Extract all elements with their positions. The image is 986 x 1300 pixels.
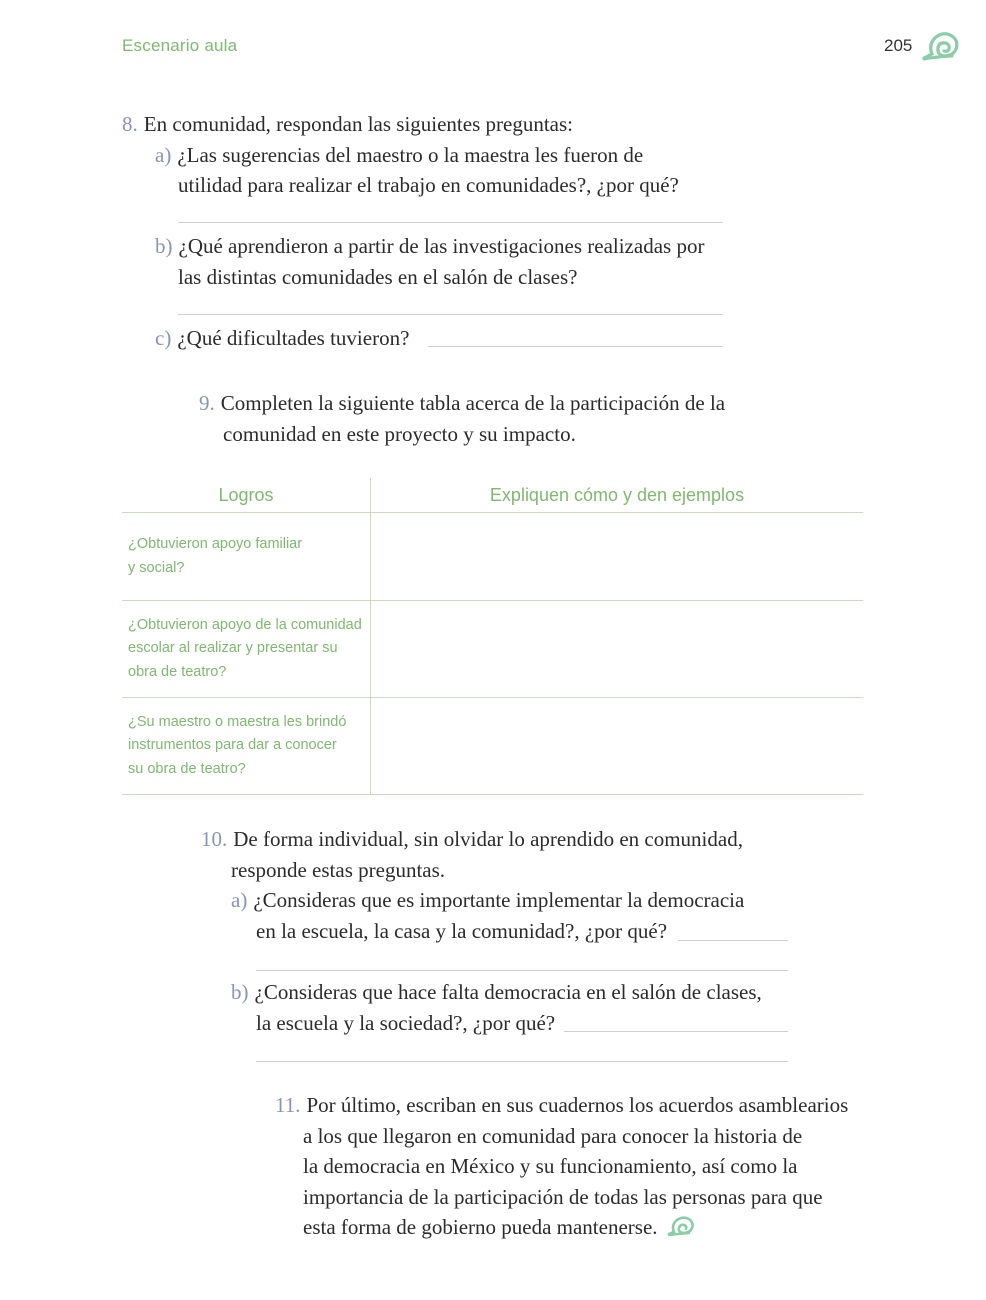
question-number: 10. (201, 827, 228, 851)
page-number: 205 (884, 36, 913, 55)
question-10 (201, 824, 743, 855)
achievements-table (122, 478, 863, 795)
snail-icon (667, 1215, 695, 1237)
item-letter: a) (155, 143, 172, 167)
answer-line[interactable] (678, 940, 788, 941)
question-8 (122, 109, 573, 140)
question-8c (155, 323, 409, 354)
item-text: ¿Qué aprendieron a partir de las investigaciones realizadas por (178, 234, 705, 258)
question-11-line: la democracia en México y su funcionamiento, así como la (303, 1154, 798, 1178)
table-row-question: ¿Obtuvieron apoyo de la comunidad escolar al realizar y presentar su obra de teatro? (122, 601, 371, 698)
question-number: 9. (199, 391, 215, 415)
question-11 (275, 1090, 848, 1121)
question-text: En comunidad, respondan las siguientes preguntas: (143, 112, 573, 136)
column-header-ejemplos: Expliquen cómo y den ejemplos (371, 478, 864, 513)
table-row-question: ¿Obtuvieron apoyo familiar y social? (122, 513, 371, 601)
answer-line[interactable] (256, 970, 788, 971)
answer-line[interactable] (178, 222, 723, 223)
question-8a-line2: utilidad para realizar el trabajo en comunidades?, ¿por qué? (178, 173, 679, 197)
table-row (122, 513, 863, 601)
table-row (122, 698, 863, 795)
item-text: ¿Consideras que hace falta democracia en el salón de clases, (254, 980, 762, 1004)
question-11-line: a los que llegaron en comunidad para conocer la historia de (303, 1124, 803, 1148)
table-answer-cell[interactable] (371, 513, 864, 601)
question-11-line: importancia de la participación de todas las personas para que (303, 1185, 823, 1209)
table-row-question: ¿Su maestro o maestra les brindó instrumentos para dar a conocer su obra de teatro? (122, 698, 371, 795)
answer-line[interactable] (564, 1031, 788, 1032)
question-8b-line2: las distintas comunidades en el salón de clases? (178, 265, 578, 289)
answer-line[interactable] (178, 314, 723, 315)
item-text: ¿Consideras que es importante implementar la democracia (253, 888, 745, 912)
table-answer-cell[interactable] (371, 698, 864, 795)
question-9-line2: comunidad en este proyecto y su impacto. (223, 422, 576, 446)
question-text: Por último, escriban en sus cuadernos los acuerdos asamblearios (306, 1093, 849, 1117)
question-10-line2: responde estas preguntas. (231, 858, 446, 882)
item-letter: a) (231, 888, 248, 912)
column-header-logros: Logros (122, 478, 371, 513)
answer-line[interactable] (428, 346, 723, 347)
question-10b-line2: la escuela y la sociedad?, ¿por qué? (256, 1011, 556, 1035)
question-number: 8. (122, 112, 138, 136)
table-answer-cell[interactable] (371, 601, 864, 698)
question-10a-line2: en la escuela, la casa y la comunidad?, ¿por qué? (256, 919, 668, 943)
question-text: Completen la siguiente tabla acerca de la participación de la (220, 391, 726, 415)
question-10a (231, 885, 744, 916)
table-row (122, 601, 863, 698)
table-header-row (122, 478, 863, 513)
question-number: 11. (275, 1093, 301, 1117)
item-text: ¿Las sugerencias del maestro o la maestra les fueron de (177, 143, 644, 167)
question-8a (155, 140, 643, 171)
item-letter: c) (155, 326, 172, 350)
question-text: De forma individual, sin olvidar lo aprendido en comunidad, (233, 827, 743, 851)
section-title: Escenario aula (122, 36, 238, 55)
question-8b (155, 231, 704, 262)
item-letter: b) (231, 980, 249, 1004)
answer-line[interactable] (256, 1061, 788, 1062)
question-9 (199, 388, 725, 419)
question-11-last-line: esta forma de gobierno pueda mantenerse. (303, 1212, 695, 1243)
item-text: ¿Qué dificultades tuvieron? (177, 326, 410, 350)
snail-icon (922, 30, 960, 62)
question-10b (231, 977, 762, 1008)
item-letter: b) (155, 234, 173, 258)
